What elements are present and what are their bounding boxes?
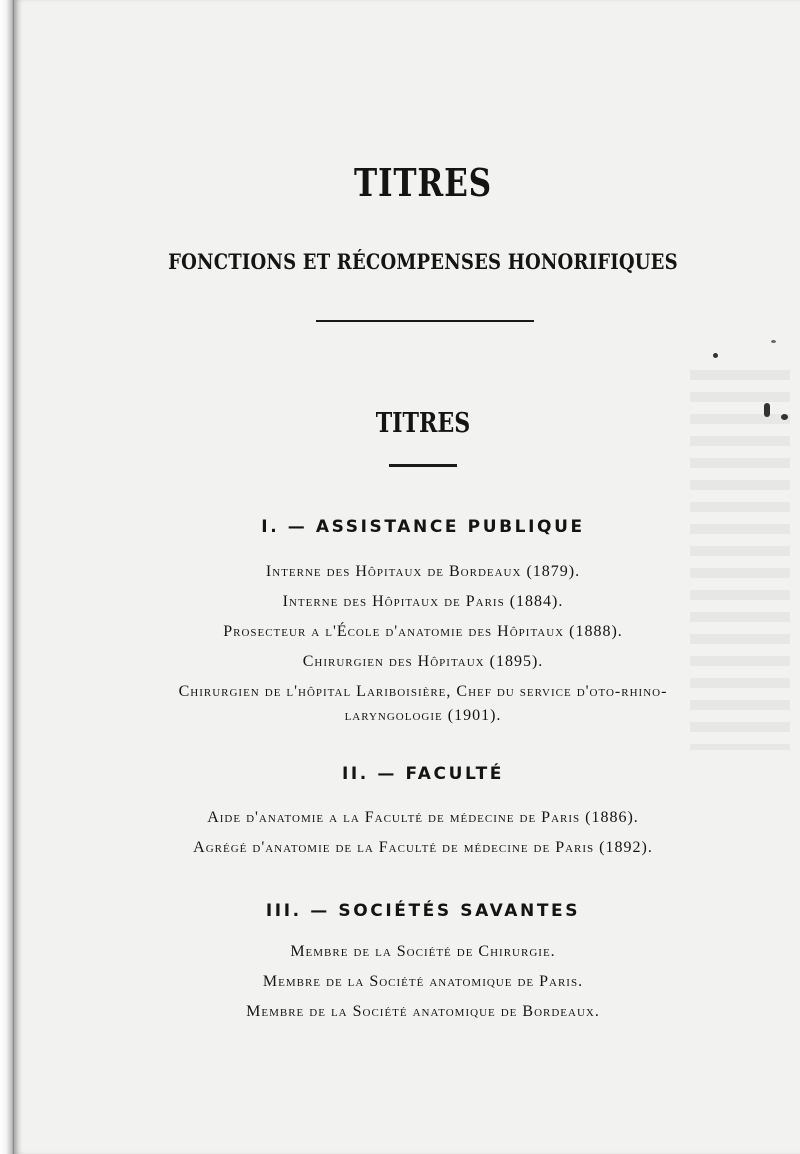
list-item: Interne des Hôpitaux de Bordeaux (1879). [265,563,581,580]
section-heading-faculte: II. — FACULTÉ [341,764,505,784]
list-item: Chirurgien des Hôpitaux (1895). [302,653,544,670]
section-heading-assistance-publique: I. — ASSISTANCE PUBLIQUE [261,517,585,537]
list-item: Membre de la Société anatomique de Bordeaux. [246,1003,600,1020]
list-item: Prosecteur a l'École d'anatomie des Hôpitaux (1888). [223,623,623,640]
title-divider [316,320,534,322]
page-subtitle: FONCTIONS ET RÉCOMPENSES HONORIFIQUES [168,249,678,274]
section-divider [389,464,457,467]
list-item: Aide d'anatomie a la Faculté de médecine de Paris (1886). [207,809,639,826]
page-title: TITRES [353,160,493,205]
list-item: Interne des Hôpitaux de Paris (1884). [282,593,564,610]
list-item: Agrégé d'anatomie de la Faculté de médecine de Paris (1892). [193,839,653,856]
section-heading-societes-savantes: III. — SOCIÉTÉS SAVANTES [265,901,581,921]
list-item: Membre de la Société anatomique de Paris. [262,973,584,990]
section-title: TITRES [375,408,471,439]
list-item: Membre de la Société de Chirurgie. [290,943,556,960]
list-item-continuation: laryngologie (1901). [344,707,502,724]
list-item: Chirurgien de l'hôpital Lariboisière, Chef du service d'oto-rhino- [178,683,668,700]
